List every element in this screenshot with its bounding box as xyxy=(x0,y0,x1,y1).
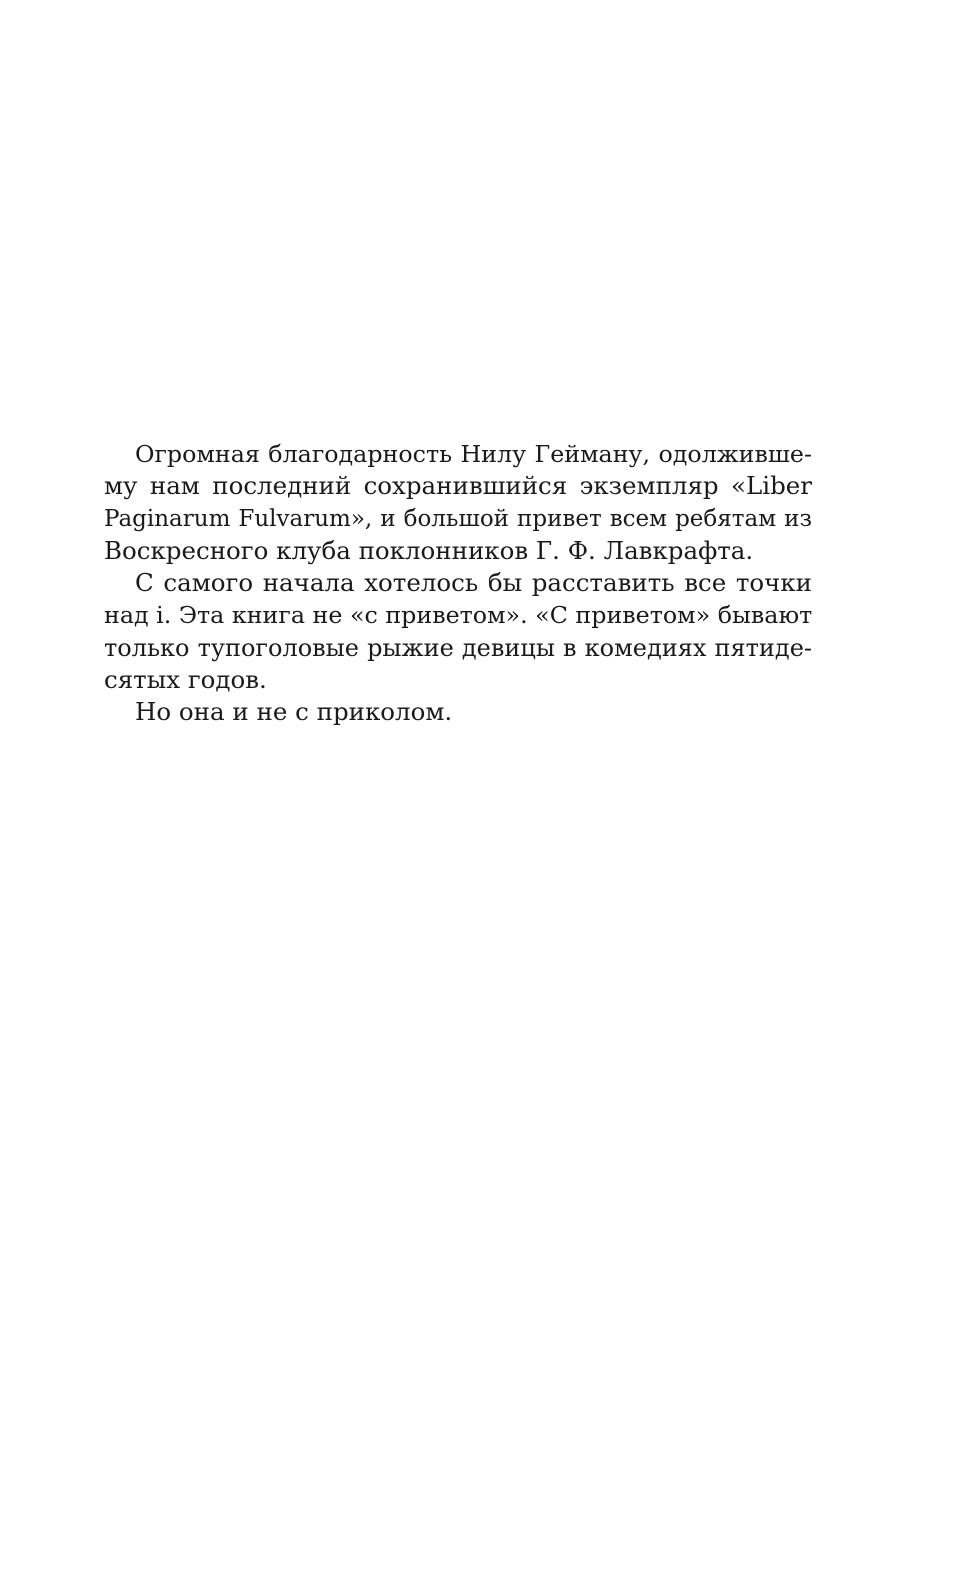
paragraph-acknowledgement xyxy=(104,438,812,567)
text-line: только тупоголовые рыжие девицы в комедиях пятиде- xyxy=(104,633,812,662)
text-line: Но она и не с приколом. xyxy=(135,697,453,727)
paragraph-closing xyxy=(104,696,812,728)
text-line: С самого начала хотелось бы расставить все точки xyxy=(135,568,812,598)
text-block xyxy=(104,438,812,729)
text-line: му нам последний сохранившийся экземпляр «Liber xyxy=(104,471,812,501)
text-line: Огромная благодарность Нилу Гейману, одолживше- xyxy=(135,440,812,468)
paragraph-disclaimer xyxy=(104,567,812,696)
text-line: сятых годов. xyxy=(104,665,267,695)
text-line: над i. Эта книга не «с приветом». «С приветом» бывают xyxy=(104,601,813,630)
text-line: Paginarum Fulvarum», и большой привет всем ребятам из xyxy=(104,505,812,532)
text-line: Воскресного клуба поклонников Г. Ф. Лавкрафта. xyxy=(104,535,754,565)
